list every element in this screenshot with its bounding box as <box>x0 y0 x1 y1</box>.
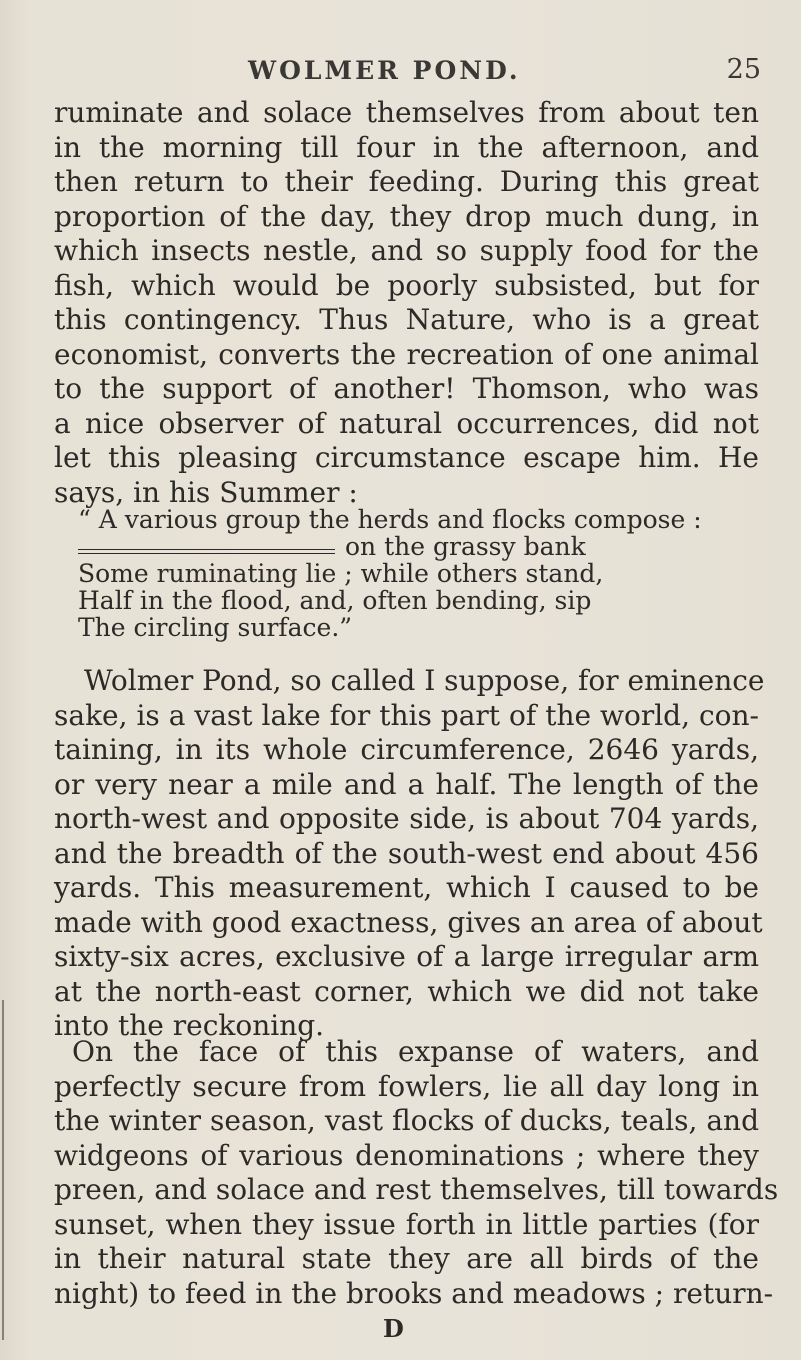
text-line: to the support of another! Thomson, who was <box>54 372 759 405</box>
text-line: a nice observer of natural occurrences, did not <box>54 406 759 440</box>
verse-quotation <box>78 505 702 642</box>
text-line: fish, which would be poorly subsisted, but for <box>54 268 759 302</box>
text-line: Wolmer Pond, so called I suppose, for eminence <box>84 664 765 697</box>
text-line: yards. This measurement, which I caused to be <box>54 871 759 904</box>
text-line: at the north-east corner, which we did not take <box>54 974 759 1008</box>
text-line: the winter season, vast flocks of ducks, teals, and <box>54 1104 759 1137</box>
text-line: north-west and opposite side, is about 704 yards, <box>54 802 759 835</box>
text-line: and the breadth of the south-west end about 456 <box>54 836 759 870</box>
text-line: economist, converts the recreation of one animal <box>54 337 759 371</box>
paragraph-1 <box>54 96 759 510</box>
text-line: in the morning till four in the afternoon, and <box>54 130 759 164</box>
text-line: sunset, when they issue forth in little parties (for <box>54 1207 759 1241</box>
text-line: then return to their feeding. During this great <box>54 165 759 198</box>
text-line: sake, is a vast lake for this part of the world, con- <box>54 698 759 732</box>
text-line: preen, and solace and rest themselves, till towards <box>54 1173 779 1206</box>
text-line: taining, in its whole circumference, 2646 yards, <box>54 733 759 766</box>
page-number: 25 <box>726 54 761 85</box>
paragraph-3 <box>54 1035 779 1311</box>
text-line: perfectly secure from fowlers, lie all day long in <box>54 1069 759 1103</box>
running-title: WOLMER POND. <box>248 56 521 85</box>
text-line: proportion of the day, they drop much dung, in <box>54 199 759 233</box>
text-line: night) to feed in the brooks and meadows ; return- <box>54 1276 774 1310</box>
text-line: ruminate and solace themselves from about ten <box>54 96 759 129</box>
elision-rule <box>78 549 335 554</box>
quote-line <box>78 533 678 560</box>
quote-line: The circling surface.” <box>78 613 353 642</box>
quote-line-text: on the grassy bank <box>345 532 586 561</box>
paragraph-2 <box>54 664 765 1044</box>
quote-line: “ A various group the herds and flocks compose : <box>78 505 702 534</box>
quote-line: Half in the flood, and, often bending, sip <box>78 586 592 615</box>
quote-line: Some ruminating lie ; while others stand, <box>78 559 604 588</box>
text-line: into the reckoning. <box>54 1009 325 1042</box>
text-line: or very near a mile and a half. The length of the <box>54 767 759 801</box>
text-line: in their natural state they are all birds of the <box>54 1242 759 1275</box>
text-line: On the face of this expanse of waters, and <box>72 1035 759 1068</box>
text-line: which insects nestle, and so supply food for the <box>54 234 759 267</box>
text-line: this contingency. Thus Nature, who is a great <box>54 303 759 336</box>
binding-edge <box>2 1000 4 1340</box>
text-line: widgeons of various denominations ; where they <box>54 1138 759 1172</box>
text-line: says, in his Summer : <box>54 475 358 509</box>
signature-mark: D <box>383 1314 404 1343</box>
text-line: let this pleasing circumstance escape him. He <box>54 441 759 474</box>
text-line: sixty-six acres, exclusive of a large irregular arm <box>54 940 759 973</box>
text-line: made with good exactness, gives an area of about <box>54 905 763 939</box>
page-header <box>0 56 801 90</box>
